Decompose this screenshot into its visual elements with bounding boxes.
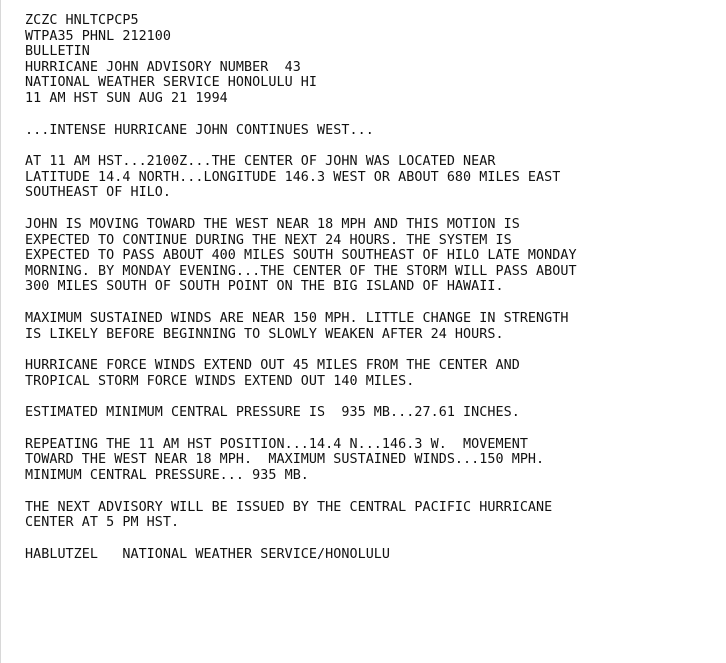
paragraph-line: SOUTHEAST OF HILO. (25, 185, 172, 201)
paragraph-line: TROPICAL STORM FORCE WINDS EXTEND OUT 140 MILES. (25, 373, 415, 389)
advisory-bulletin (25, 13, 715, 562)
winds-paragraph (25, 311, 715, 342)
paragraph-line: CENTER AT 5 PM HST. (25, 515, 180, 531)
pressure-paragraph (25, 405, 715, 421)
paragraph-line: THE NEXT ADVISORY WILL BE ISSUED BY THE CENTRAL PACIFIC HURRICANE (25, 499, 553, 515)
wind-extent-paragraph (25, 358, 715, 389)
signature-line: HABLUTZEL NATIONAL WEATHER SERVICE/HONOLULU (25, 546, 391, 562)
paragraph-line: EXPECTED TO CONTINUE DURING THE NEXT 24 HOURS. THE SYSTEM IS (25, 232, 512, 248)
signature-block (25, 547, 715, 563)
paragraph-line: MAXIMUM SUSTAINED WINDS ARE NEAR 150 MPH. LITTLE CHANGE IN STRENGTH (25, 310, 569, 326)
movement-paragraph (25, 217, 715, 295)
next-advisory-paragraph (25, 500, 715, 531)
paragraph-line: MINIMUM CENTRAL PRESSURE... 935 MB. (25, 468, 309, 484)
header-line: BULLETIN (25, 44, 90, 60)
header-line: 11 AM HST SUN AUG 21 1994 (25, 90, 228, 106)
paragraph-line: MORNING. BY MONDAY EVENING...THE CENTER OF THE STORM WILL PASS ABOUT (25, 263, 577, 279)
paragraph-line: AT 11 AM HST...2100Z...THE CENTER OF JOHN WAS LOCATED NEAR (25, 154, 496, 170)
header-line: HURRICANE JOHN ADVISORY NUMBER 43 (25, 59, 301, 75)
paragraph-line: EXPECTED TO PASS ABOUT 400 MILES SOUTH SOUTHEAST OF HILO LATE MONDAY (25, 248, 577, 264)
paragraph-line: ESTIMATED MINIMUM CENTRAL PRESSURE IS 935 MB...27.61 INCHES. (25, 405, 520, 421)
paragraph-line: TOWARD THE WEST NEAR 18 MPH. MAXIMUM SUSTAINED WINDS...150 MPH. (25, 452, 545, 468)
paragraph-line: 300 MILES SOUTH OF SOUTH POINT ON THE BIG ISLAND OF HAWAII. (25, 279, 504, 295)
bulletin-headline (25, 123, 715, 139)
header-line: NATIONAL WEATHER SERVICE HONOLULU HI (25, 75, 318, 91)
header-line: WTPA35 PHNL 212100 (25, 28, 172, 44)
paragraph-line: JOHN IS MOVING TOWARD THE WEST NEAR 18 MPH AND THIS MOTION IS (25, 216, 520, 232)
paragraph-line: REPEATING THE 11 AM HST POSITION...14.4 N...146.3 W. MOVEMENT (25, 436, 528, 452)
paragraph-line: HURRICANE FORCE WINDS EXTEND OUT 45 MILES FROM THE CENTER AND (25, 358, 520, 374)
paragraph-line: LATITUDE 14.4 NORTH...LONGITUDE 146.3 WEST OR ABOUT 680 MILES EAST (25, 169, 561, 185)
page-left-edge (0, 0, 1, 663)
position-paragraph (25, 154, 715, 201)
bulletin-header (25, 13, 715, 107)
summary-paragraph (25, 437, 715, 484)
paragraph-line: IS LIKELY BEFORE BEGINNING TO SLOWLY WEAKEN AFTER 24 HOURS. (25, 326, 504, 342)
header-line: ZCZC HNLTCPCP5 (25, 13, 139, 28)
headline-text: ...INTENSE HURRICANE JOHN CONTINUES WEST... (25, 122, 374, 138)
